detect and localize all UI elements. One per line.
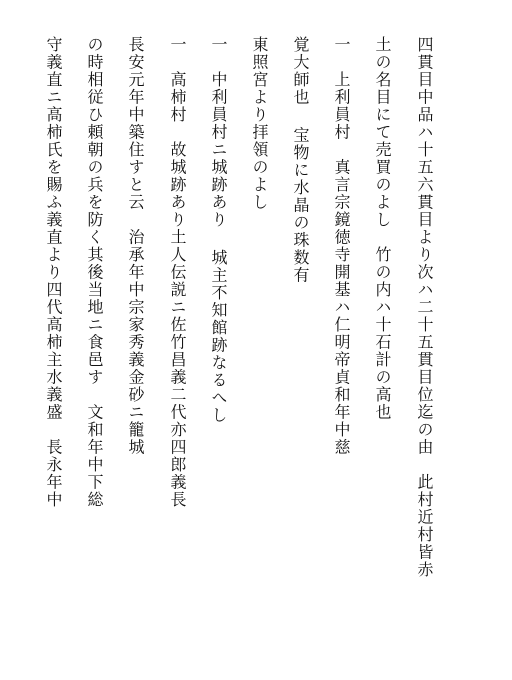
text-column-2: 土の名目にて売買のよし 竹の内ハ十石計の高也 bbox=[373, 36, 392, 421]
text-column-4: 覚大師也 宝物に水晶の珠数有 bbox=[291, 36, 310, 284]
text-column-6: 一 中利員村ニ城跡あり 城主不知館跡なるへし bbox=[209, 36, 228, 424]
text-column-10: 守義直ニ高柿氏を賜ふ義直より四代高柿主水義盛 長永年中 bbox=[44, 36, 63, 509]
text-column-5: 東照宮より拝領のよし bbox=[250, 36, 269, 211]
text-column-1: 四貫目中品ハ十五六貫目より次ハ二十五貫目位迄の由 此村近村皆赤 bbox=[415, 36, 434, 579]
text-column-7: 一 高柿村 故城跡あり土人伝説ニ佐竹昌義二代亦四郎義長 bbox=[168, 36, 187, 509]
text-column-9: の時相従ひ頼朝の兵を防く其後当地ニ食邑す 文和年中下総 bbox=[85, 36, 104, 509]
text-column-3: 一 上利員村 真言宗鏡徳寺開基ハ仁明帝貞和年中慈 bbox=[332, 36, 351, 456]
text-column-8: 長安元年中築住すと云 治承年中宗家秀義金砂ニ籠城 bbox=[126, 36, 145, 456]
